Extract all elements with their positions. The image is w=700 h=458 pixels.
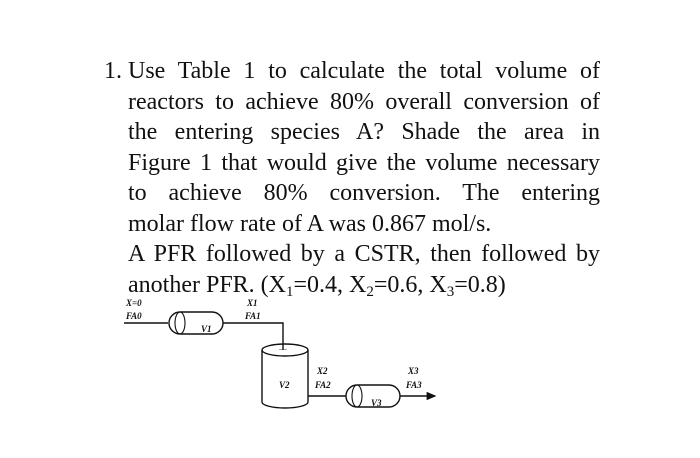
stream-2-conversion-label: X2 (317, 366, 328, 376)
outlet-flow-label: FA3 (406, 380, 422, 390)
problem-line-2: reactors to achieve 80% overall conversion of (128, 88, 600, 115)
reactor-diagram (124, 292, 444, 442)
reactor-diagram-svg (124, 292, 444, 442)
outlet-conversion-label: X3 (408, 366, 419, 376)
problem-statement (104, 56, 600, 300)
problem-line-4: Figure 1 that would give the volume necessary (128, 149, 600, 176)
problem-line-8: another PFR. ($X_1=0.4$, $X_2=0.6$, $X_3=0.8$) (128, 271, 506, 300)
problem-line-7: A PFR followed by a CSTR, then followed by (128, 241, 600, 267)
stream-1-conversion-label: X1 (247, 298, 258, 308)
cstr-volume-label: V2 (279, 380, 290, 390)
problem-line-5: to achieve 80% conversion. The entering (128, 180, 600, 206)
problem-line-3: the entering species A? Shade the area in (128, 119, 600, 145)
inlet-flow-label: FA0 (126, 311, 142, 321)
pfr-1-reactor (169, 312, 223, 334)
inlet-conversion-label: X=0 (126, 298, 142, 308)
stream-2-flow-label: FA2 (315, 380, 331, 390)
stream-1-flow-label: FA1 (245, 311, 261, 321)
problem-line-6: molar flow rate of A was 0.867 mol/s. (128, 210, 492, 237)
pfr-2-volume-label: V3 (371, 398, 382, 408)
problem-line-1: 1. Use Table 1 to calculate the total volume of (104, 56, 600, 87)
pfr-1-volume-label: V1 (201, 324, 212, 334)
problem-number: 1. (104, 58, 122, 84)
cstr-vessel (262, 350, 308, 408)
